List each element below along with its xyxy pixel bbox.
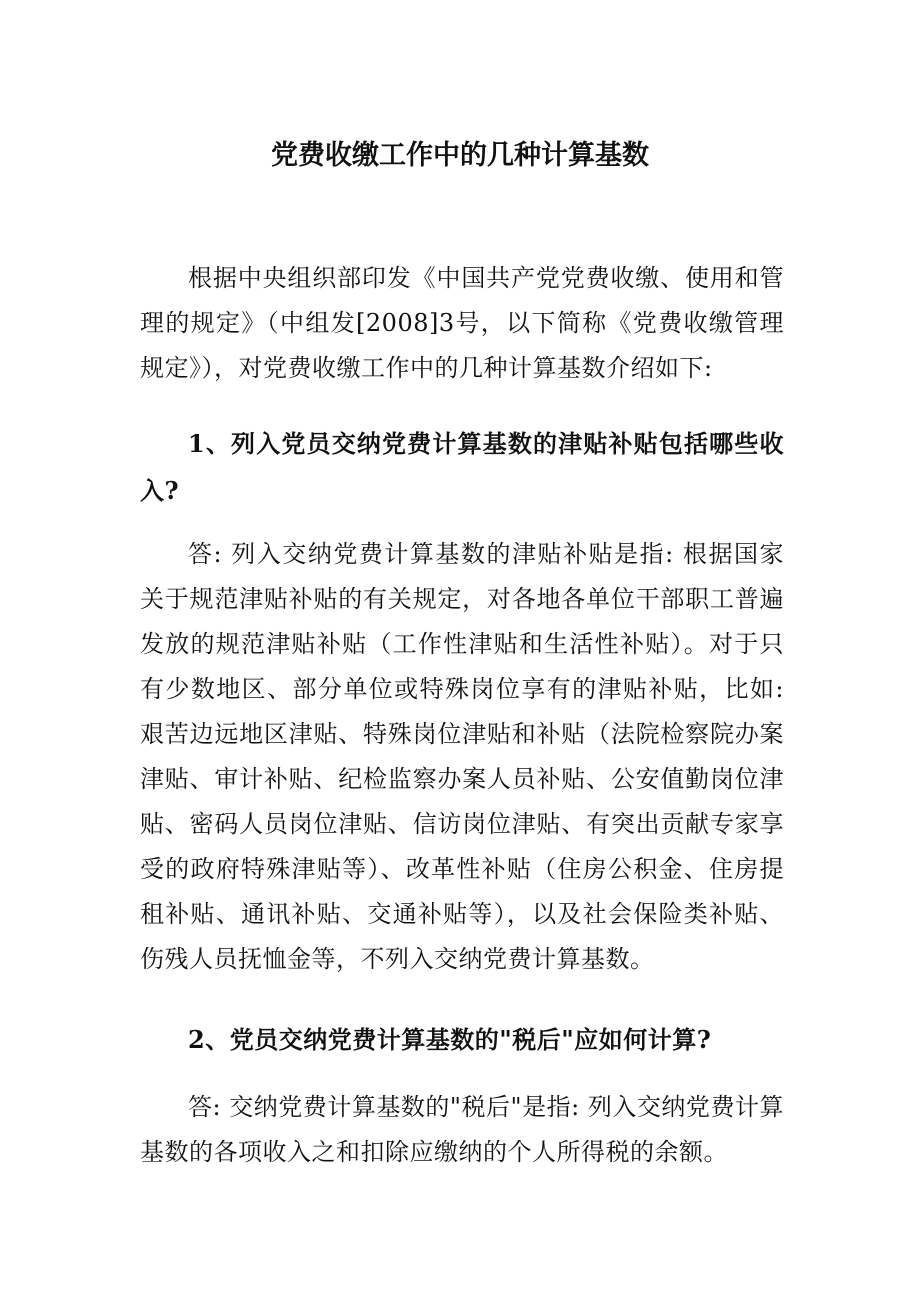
answer-1: 答: 列入交纳党费计算基数的津贴补贴是指: 根据国家关于规范津贴补贴的有关规定，对各地各单位干部职工普遍发放的规范津贴补贴（工作性津贴和生活性补贴）。对于只有少数地区、部分单位或特殊岗位享有的津贴补贴，比如: 艰苦边远地区津贴、特殊岗位津贴和补贴（法院检察院办案津贴、审计补贴、纪检监察办案人员补贴、公安值勤岗位津贴、密码人员岗位津贴、信访岗位津贴、有突出贡献专家享受的政府特殊津贴等）、改革性补贴（住房公积金、住房提租补贴、通讯补贴、交通补贴等），以及社会保险类补贴、伤残人员抚恤金等，不列入交纳党费计算基数。: [140, 540, 784, 973]
question-2: 2、党员交纳党费计算基数的"税后"应如何计算?: [188, 1025, 712, 1054]
document-title: 党费收缴工作中的几种计算基数: [271, 140, 649, 172]
question-1: 1、列入党员交纳党费计算基数的津贴补贴包括哪些收入?: [140, 429, 784, 505]
answer-2: 答: 交纳党费计算基数的"税后"是指: 列入交纳党费计算基数的各项收入之和扣除应缴纳的个人所得税的余额。: [140, 1093, 784, 1166]
intro-paragraph: 根据中央组织部印发《中国共产党党费收缴、使用和管理的规定》（中组发[2008]3号，以下简称《党费收缴管理规定》），对党费收缴工作中的几种计算基数介绍如下:: [140, 264, 784, 382]
